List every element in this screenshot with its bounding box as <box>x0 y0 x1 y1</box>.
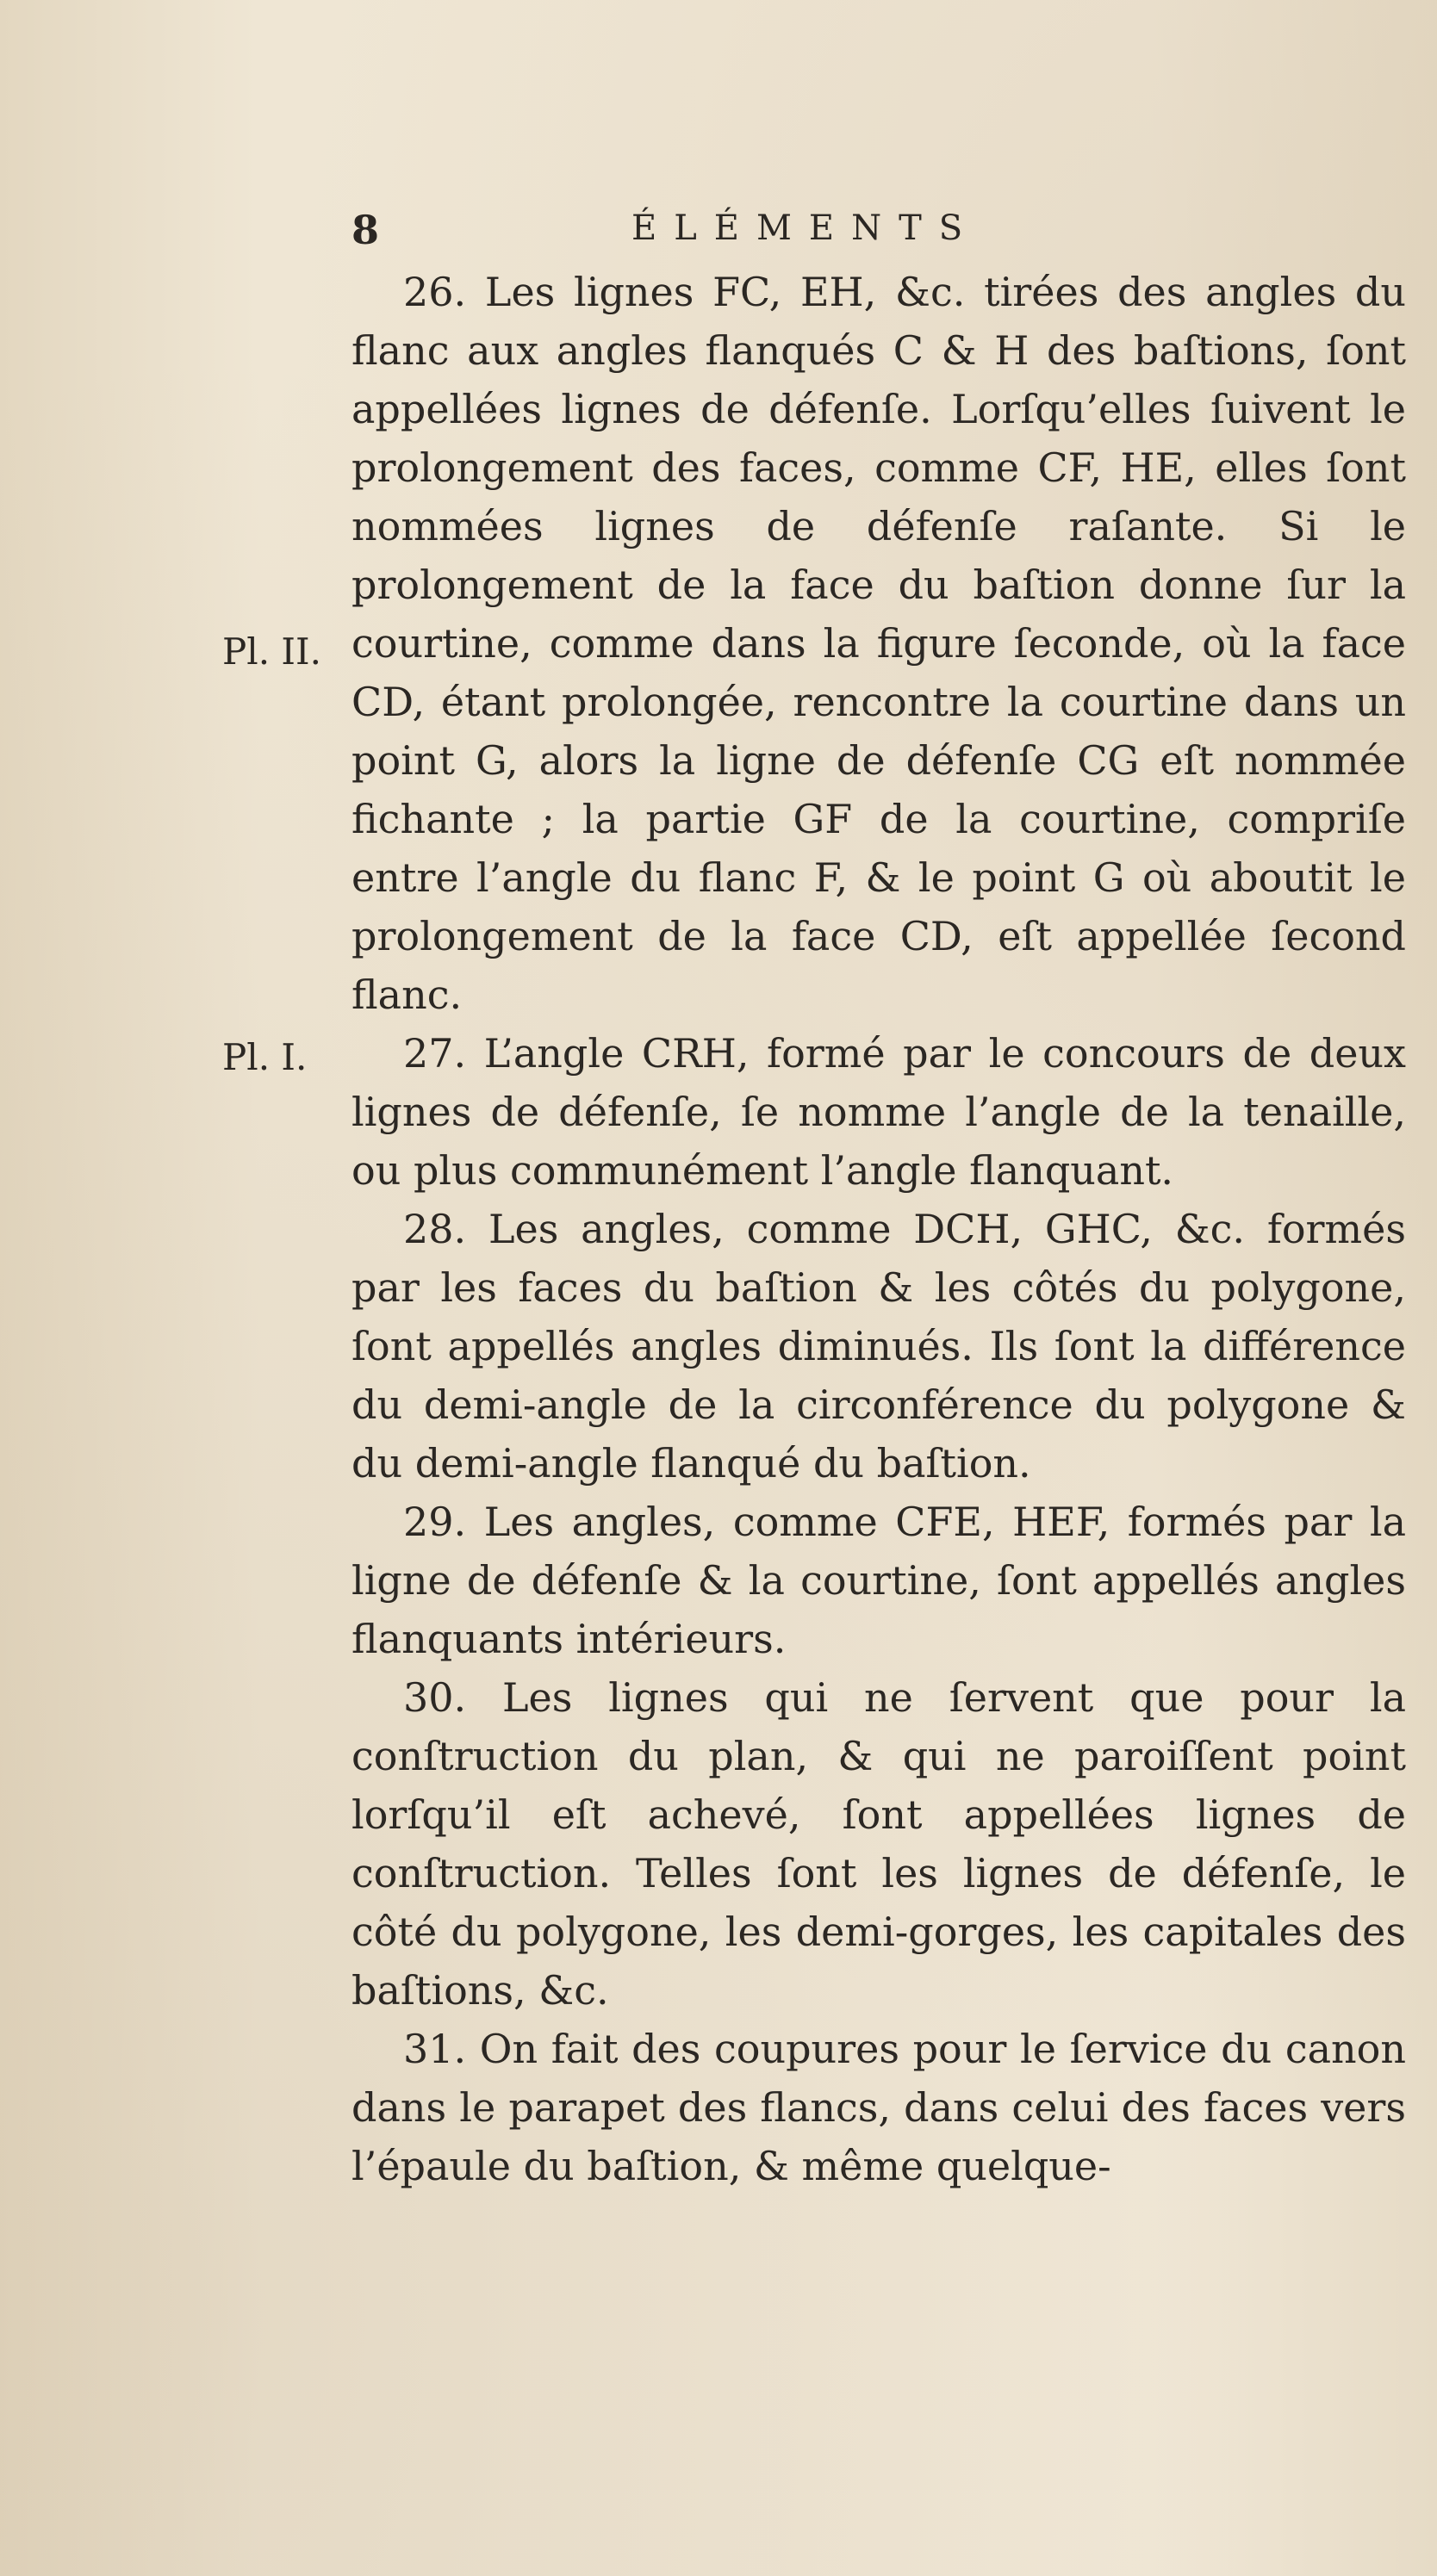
margin-note-plate-1: Pl. I. <box>222 1036 308 1078</box>
paragraph-31: 31. On fait des coupures pour le ſervice du canon dans le parapet des flancs, dans celui des faces vers l’épaule du baſtion, & même quelque- <box>351 2026 1406 2189</box>
page-number: 8 <box>351 207 380 253</box>
paragraph-30: 30. Les lignes qui ne ſervent que pour la conſtruction du plan, & qui ne paroiſſent point lorſqu’il eſt achevé, ſont appellées lignes de conſtruction. Telles ſont les lignes de défenſe, le côté du polygone, les demi-gorges, les capitales des baſtions, &c. <box>351 1674 1406 2014</box>
paragraph-28: 28. Les angles, comme DCH, GHC, &c. formés par les faces du baſtion & les côtés du polygone, ſont appellés angles diminués. Ils ſont la différence du demi-angle de la circonférence du polygone & du demi-angle flanqué du baſtion. <box>351 1206 1406 1487</box>
paragraph-27: 27. L’angle CRH, formé par le concours de deux lignes de défenſe, ſe nomme l’angle de la tenaille, ou plus communément l’angle flanquant. <box>351 1030 1406 1194</box>
paragraph-29: 29. Les angles, comme CFE, HEF, formés par la ligne de défenſe & la courtine, ſont appellés angles flanquants intérieurs. <box>351 1499 1406 1662</box>
running-head: ÉLÉMENTS <box>631 208 980 248</box>
margin-note-plate-2: Pl. II. <box>222 630 321 673</box>
paragraph-26: 26. Les lignes FC, EH, &c. tirées des angles du flanc aux angles flanqués C & H des baſtions, ſont appellées lignes de défenſe. Lorſqu’elles ſuivent le prolongement des faces, comme CF, HE, elles ſont nommées lignes de défenſe raſante. Si le prolongement de la face du baſtion donne ſur la courtine, comme dans la figure ſeconde, où la face CD, étant prolongée, rencontre la courtine dans un point G, alors la ligne de défenſe CG eſt nommée fichante ; la partie GF de la courtine, compriſe entre l’angle du flanc F, & le point G où aboutit le prolongement de la face CD, eſt appellée ſecond flanc. <box>351 269 1406 1018</box>
body-text <box>351 263 1406 2195</box>
page-header <box>351 207 1068 267</box>
